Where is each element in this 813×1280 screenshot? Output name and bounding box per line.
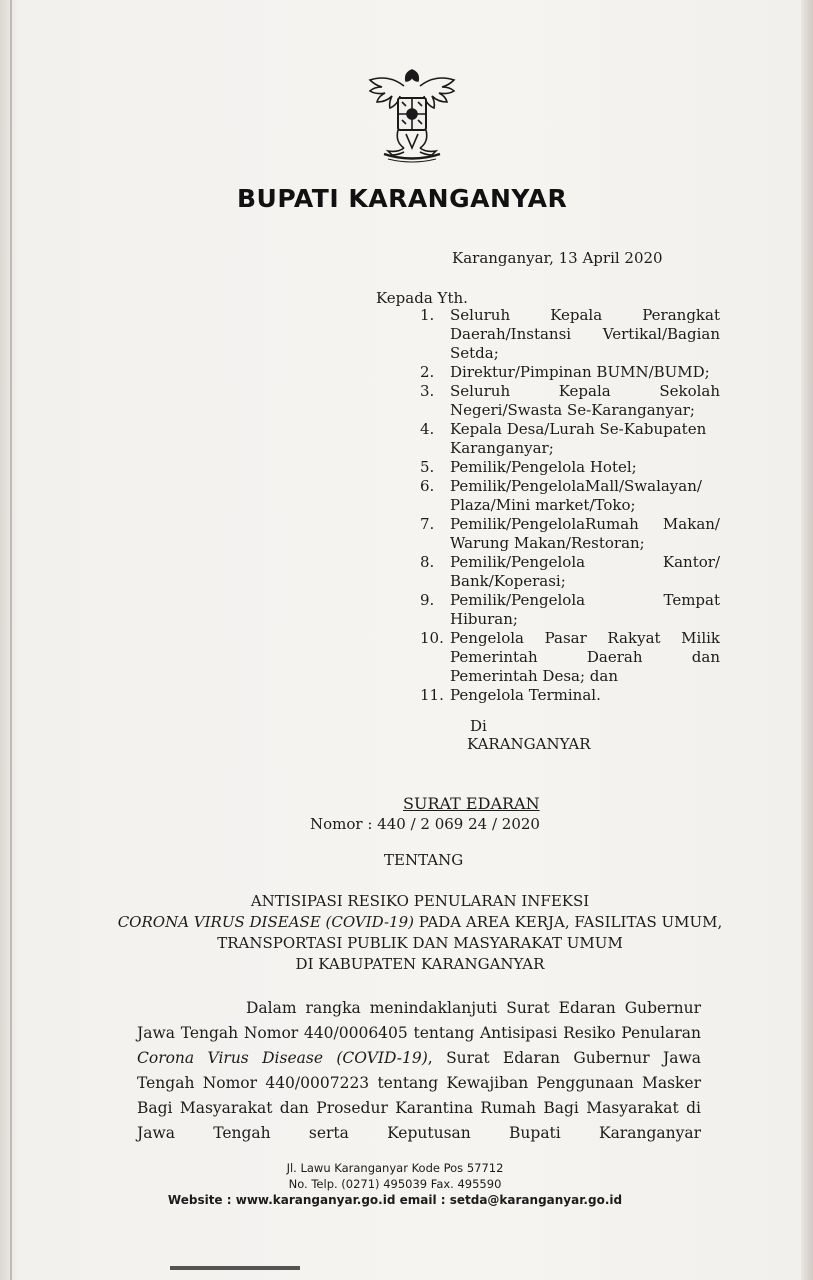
tentang-label: TENTANG [384, 851, 464, 869]
scan-mark [170, 1266, 300, 1270]
list-item: 5. Pemilik/Pengelola Hotel; [420, 458, 637, 476]
list-item: 4. Kepala Desa/Lurah Se-Kabupaten Karanganyar; [420, 420, 707, 457]
list-item: 3. Seluruh Kepala Sekolah Negeri/Swasta Se-Karanganyar; [420, 382, 720, 419]
footer-web: Website : www.karanganyar.go.id email : setda@karanganyar.go.id [167, 1193, 623, 1207]
issuer-title: BUPATI KARANGANYAR [237, 184, 568, 213]
list-item: 7. Pemilik/PengelolaRumah Makan/ Warung Makan/Restoran; [420, 515, 720, 552]
salutation: Kepada Yth. [376, 289, 468, 307]
body-paragraph: Dalam rangka menindaklanjuti Surat Edaran Gubernur Jawa Tengah Nomor 440/0006405 tentang Antisipasi Resiko Penularan Corona Virus Disease (COVID-19), Surat Edaran Gubernur Jawa Tengah Nomor 440/0007223 tentang Kewajiban Penggunaan Masker Bagi Masyarakat dan Prosedur Karantina Rumah Bagi Masyarakat di Jawa Tengah serta Keputusan Bupati Karanganyar [137, 999, 701, 1142]
footer-address: Jl. Lawu Karanganyar Kode Pos 57712 [286, 1161, 504, 1175]
circular-subject: ANTISIPASI RESIKO PENULARAN INFEKSI CORONA VIRUS DISEASE (COVID-19) PADA AREA KERJA, FASILITAS UMUM, TRANSPORTASI PUBLIK DAN MASYARAKAT UMUM DI KABUPATEN KARANGANYAR [117, 892, 723, 973]
recipient-list [420, 306, 720, 705]
footer-phone: No. Telp. (0271) 495039 Fax. 495590 [288, 1177, 502, 1191]
list-item: 9. Pemilik/Pengelola Tempat Hiburan; [420, 591, 720, 628]
list-item: 11. Pengelola Terminal. [420, 686, 601, 704]
circular-number: Nomor : 440 / 2 069 24 / 2020 [310, 815, 540, 833]
destination-city: KARANGANYAR [467, 735, 591, 753]
list-item: 6. Pemilik/PengelolaMall/Swalayan/ Plaza/Mini market/Toko; [420, 477, 702, 514]
garuda-emblem-icon [358, 64, 466, 172]
list-item: 10. Pengelola Pasar Rakyat Milik Pemerintah Daerah dan Pemerintah Desa; dan [420, 629, 720, 685]
circular-title: SURAT EDARAN [403, 794, 540, 813]
di-label: Di [470, 717, 487, 735]
list-item: 8. Pemilik/Pengelola Kantor/ Bank/Koperasi; [420, 553, 720, 590]
page-edge-line [10, 0, 12, 1280]
letter-date: Karanganyar, 13 April 2020 [452, 249, 663, 267]
page-right-edge [801, 0, 813, 1280]
list-item: 2. Direktur/Pimpinan BUMN/BUMD; [420, 363, 710, 381]
letterhead-footer [150, 1160, 640, 1208]
list-item: 1. Seluruh Kepala Perangkat Daerah/Instansi Vertikal/Bagian Setda; [420, 306, 720, 362]
